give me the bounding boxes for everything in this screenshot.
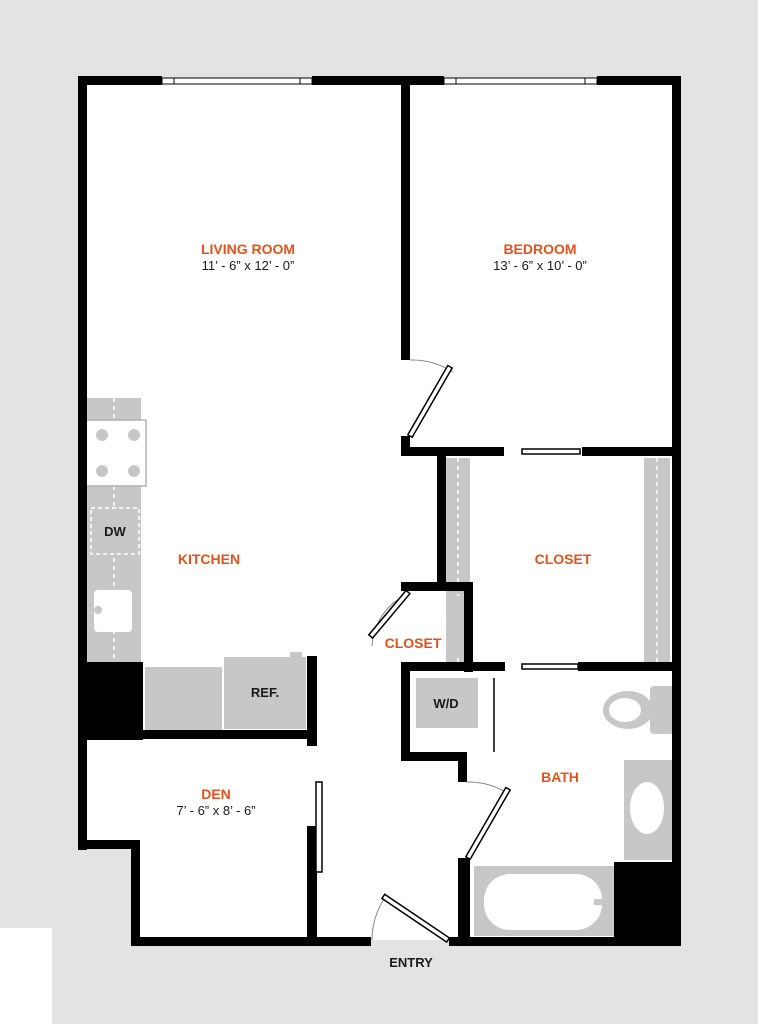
room-name-closet-large: CLOSET <box>534 551 592 567</box>
room-dimensions-bedroom: 13’ - 6” x 10’ - 0” <box>493 258 587 273</box>
lower-counter <box>145 667 223 730</box>
room-name-closet-small: CLOSET <box>384 635 442 651</box>
room-name-kitchen: KITCHEN <box>177 551 241 567</box>
room-dimensions-living-room: 11’ - 6” x 12’ - 0” <box>201 258 295 273</box>
burner <box>96 429 108 441</box>
toilet-tank <box>650 686 674 734</box>
entry-label: ENTRY <box>389 955 433 970</box>
closet-sliding-door <box>522 449 580 454</box>
refrigerator-label: REF. <box>250 685 280 700</box>
bath-sink <box>630 782 664 834</box>
dishwasher-label: DW <box>104 524 126 539</box>
lower-left-notch <box>0 928 52 1024</box>
refrigerator-handle <box>290 652 302 658</box>
washer-dryer-label: W/D <box>433 696 459 711</box>
burner <box>128 465 140 477</box>
room-name-living-room: LIVING ROOM <box>200 241 296 257</box>
floor <box>82 80 677 940</box>
closet-sliding-door <box>522 664 578 669</box>
window-bedroom <box>444 78 597 84</box>
tub-drain <box>594 899 602 905</box>
room-name-bedroom: BEDROOM <box>503 241 577 257</box>
burner <box>128 429 140 441</box>
faucet <box>94 606 102 614</box>
burner <box>96 465 108 477</box>
room-name-den: DEN <box>201 786 231 802</box>
window-living-room <box>162 78 312 84</box>
room-name-bath: BATH <box>541 769 579 785</box>
bathtub-basin <box>484 874 602 930</box>
room-dimensions-den: 7’ - 6” x 8’ - 6” <box>176 803 256 818</box>
den-door <box>316 782 322 872</box>
